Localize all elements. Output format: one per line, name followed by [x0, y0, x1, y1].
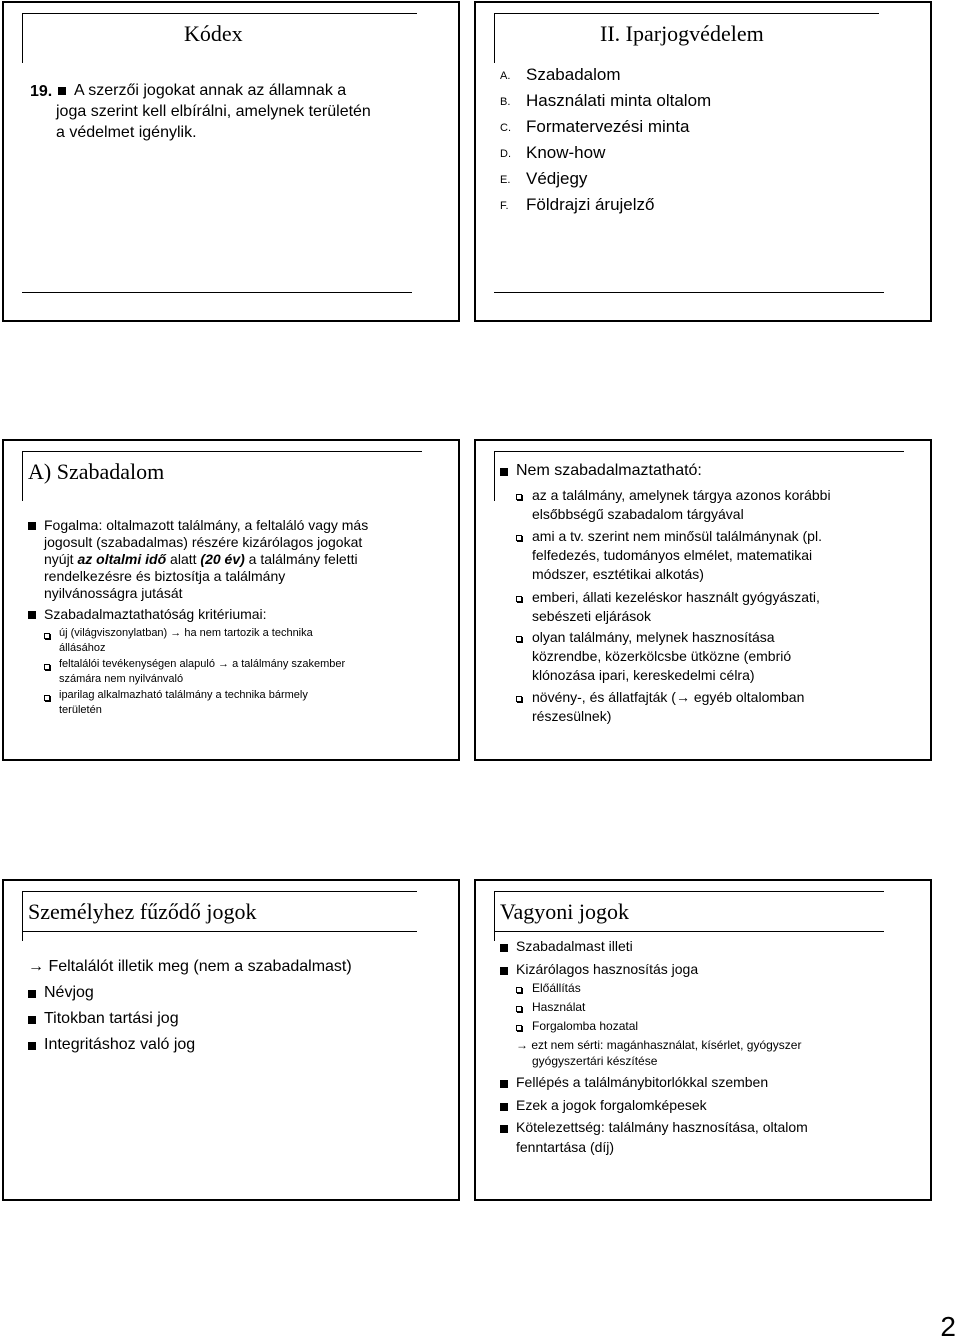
sub-item: Használat — [532, 1000, 586, 1014]
emphasis-text: (20 év) — [200, 551, 245, 567]
list-item: Szabadalmast illeti — [516, 938, 633, 954]
list-item: Formatervezési minta — [526, 117, 690, 136]
list-item: Fellépés a találmánybitorlókkal szemben — [516, 1074, 769, 1090]
body-line: olyan találmány, melynek hasznosítása — [532, 629, 775, 645]
slide-footer-line — [494, 292, 884, 293]
body-line — [28, 958, 352, 976]
text-run: feltalálói tevékenységen alapuló — [59, 658, 215, 670]
checkbox-bullet-icon — [44, 664, 50, 670]
body-line: Fogalma: oltalmazott találmány, a feltaláló vagy más — [44, 517, 369, 533]
body-line: sebészeti eljárások — [532, 608, 652, 624]
list-item: Integritáshoz való jog — [44, 1036, 196, 1053]
slide-title: Kódex — [184, 21, 243, 46]
body-line: módszer, esztétikai alkotás) — [532, 566, 704, 582]
sub-line — [59, 627, 313, 639]
list-item: fenntartása (díj) — [516, 1139, 615, 1155]
sub-line: állásához — [59, 642, 106, 654]
bullet-icon — [500, 1080, 508, 1088]
checkbox-bullet-icon — [516, 696, 522, 702]
slide-frame-line — [494, 451, 904, 452]
sub-item: Előállítás — [532, 981, 581, 995]
text-run: Feltalálót illetik meg (nem a szabadalmast) — [48, 958, 352, 975]
text-run: növény-, és állatfajták ( — [532, 689, 676, 705]
text-run: nyújt — [44, 551, 78, 567]
body-line: jogosult (szabadalmas) részére kizárólagos jogokat — [44, 534, 363, 550]
bullet-icon — [28, 990, 36, 998]
checkbox-bullet-icon — [516, 987, 522, 993]
sub-line: iparilag alkalmazható találmány a technika bármely — [59, 689, 308, 701]
sub-line: számára nem nyilvánvaló — [59, 673, 184, 685]
list-item: Titokban tartási jog — [44, 1010, 179, 1027]
slide-title: A) Szabadalom — [28, 459, 165, 484]
title-underline — [22, 931, 417, 932]
list-letter: F. — [500, 200, 509, 212]
body-line: Szabadalmaztathatóság kritériumai: — [44, 606, 267, 622]
slide-frame-line — [494, 13, 879, 14]
slide-frame-line — [494, 451, 495, 501]
checkbox-bullet-icon — [516, 636, 522, 642]
text-run: új (világviszonylatban) — [59, 627, 168, 639]
bullet-icon — [500, 1103, 508, 1111]
bullet-icon — [28, 611, 36, 619]
arrow-icon: → — [218, 658, 230, 670]
slide-title: Személyhez fűződő jogok — [28, 899, 257, 924]
slide-nem-szabadalmaztathato — [474, 439, 932, 761]
bullet-icon — [58, 87, 66, 95]
slide-title: Vagyoni jogok — [500, 899, 629, 924]
slide-frame-line — [494, 891, 495, 941]
arrow-icon: → — [170, 627, 182, 639]
list-item: Kötelezettség: találmány hasznosítása, oltalom — [516, 1119, 808, 1135]
slide-frame-line — [22, 13, 23, 63]
checkbox-bullet-icon — [516, 535, 522, 541]
list-letter: A. — [500, 70, 511, 82]
body-line: az a találmány, amelynek tárgya azonos korábbi — [532, 487, 831, 503]
body-line: felfedezés, tudományos elmélet, matematikai — [532, 547, 813, 563]
checkbox-bullet-icon — [516, 596, 522, 602]
list-item: Ezek a jogok forgalomképesek — [516, 1097, 707, 1113]
list-item: Földrajzi árujelző — [526, 195, 655, 214]
body-line — [44, 551, 358, 567]
slide-frame-line — [22, 451, 422, 452]
list-item: Védjegy — [526, 169, 588, 188]
bullet-icon — [500, 1125, 508, 1133]
list-item: Know-how — [526, 143, 606, 162]
bullet-icon — [500, 967, 508, 975]
slide-frame-line — [494, 891, 884, 892]
list-letter: E. — [500, 174, 511, 186]
list-letter: C. — [500, 122, 511, 134]
body-line: klónozása ipari, kereskedelmi célra) — [532, 667, 755, 683]
slide-frame-line — [494, 13, 495, 63]
checkbox-bullet-icon — [44, 695, 50, 701]
list-letter: D. — [500, 148, 511, 160]
list-letter: B. — [500, 96, 511, 108]
arrow-icon: → — [516, 1038, 528, 1052]
emphasis-text: az oltalmi idő — [77, 551, 167, 567]
slide-frame-line — [22, 13, 417, 14]
article-number: 19. — [30, 83, 53, 100]
body-line: közrendbe, közerkölcsbe ütközne (embrió — [532, 648, 792, 664]
slide-vagyoni-jogok — [474, 879, 932, 1201]
body-line: A szerzői jogokat annak az államnak a — [74, 82, 347, 99]
bullet-icon — [500, 944, 508, 952]
slide-szabadalom — [2, 439, 460, 761]
page-number: 2 — [940, 1311, 956, 1342]
sub-line: területén — [59, 704, 102, 716]
sub-line — [59, 658, 345, 670]
checkbox-bullet-icon — [516, 1006, 522, 1012]
list-item: Névjog — [44, 984, 94, 1001]
checkbox-bullet-icon — [516, 494, 522, 500]
checkbox-bullet-icon — [516, 1025, 522, 1031]
body-line: a védelmet igénylik. — [56, 124, 197, 141]
body-line: elsőbbségű szabadalom tárgyával — [532, 506, 744, 522]
slide-title: II. Iparjogvédelem — [600, 21, 764, 46]
slide-frame-line — [22, 891, 23, 941]
slide-iparjogvedelem — [474, 1, 932, 322]
list-item: Használati minta oltalom — [526, 91, 712, 110]
body-line: joga szerint kell elbírálni, amelynek területén — [56, 103, 371, 120]
text-run: egyéb oltalomban — [689, 689, 805, 705]
note-line — [516, 1038, 801, 1052]
bullet-icon — [28, 1016, 36, 1024]
body-line: rendelkezésre és biztosítja a találmány — [44, 568, 286, 584]
arrow-icon: → — [675, 689, 690, 705]
slide-kodex — [2, 1, 460, 322]
slide-heading: Nem szabadalmaztatható: — [516, 462, 702, 479]
arrow-icon: → — [28, 958, 44, 975]
text-run: a találmány feletti — [244, 551, 358, 567]
list-item: Kizárólagos hasznosítás joga — [516, 961, 699, 977]
note-line: gyógyszertári készítése — [532, 1054, 658, 1068]
checkbox-bullet-icon — [44, 633, 50, 639]
slide-szemelyhez-fuzodo-jogok — [2, 879, 460, 1201]
body-line: emberi, állati kezeléskor használt gyógyászati, — [532, 589, 820, 605]
text-run: a találmány szakember — [232, 658, 346, 670]
bullet-icon — [500, 468, 508, 476]
slide-frame-line — [22, 451, 23, 501]
list-item: Szabadalom — [526, 65, 621, 84]
bullet-icon — [28, 1042, 36, 1050]
text-run: ezt nem sérti: magánhasználat, kísérlet, gyógyszer — [531, 1038, 802, 1052]
body-line: részesülnek) — [532, 708, 612, 724]
text-run: ha nem tartozik a technika — [184, 627, 313, 639]
body-line — [532, 689, 804, 705]
title-underline — [494, 931, 884, 932]
slide-footer-line — [22, 292, 412, 293]
body-line: nyilvánosságra jutását — [44, 585, 183, 601]
body-line: ami a tv. szerint nem minősül találmánynak (pl. — [532, 528, 822, 544]
bullet-icon — [28, 522, 36, 530]
sub-item: Forgalomba hozatal — [532, 1019, 639, 1033]
text-run: alatt — [166, 551, 201, 567]
slide-frame-line — [22, 891, 417, 892]
